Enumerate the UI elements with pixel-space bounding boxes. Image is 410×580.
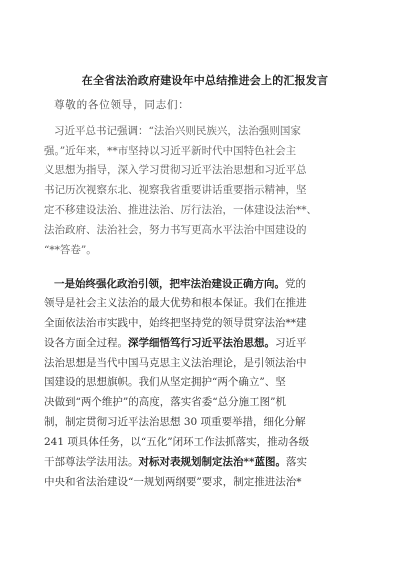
paragraph-2-line-6: 国建设的思想旗帜。我们从坚定拥护“两个确立”、坚 (44, 376, 286, 388)
paragraph-2-line-7: 决做到“两个维护”的高度，落实省委“总分施工图”机 (44, 396, 286, 408)
paragraph-2-line-4-pre: 设各方面全过程。 (44, 337, 128, 349)
paragraph-2-line-5: 法治思想是当代中国马克思主义法治理论，是引领法治中 (44, 357, 307, 369)
paragraph-2-line-3: 全面依法治市实践中，始终把坚持党的领导贯穿法治**建 (44, 317, 307, 329)
salutation: 尊敬的各位领导，同志们： (54, 99, 190, 111)
paragraph-2-line-2: 领导是社会主义法治的最大优势和根本保证。我们在推进 (44, 297, 307, 309)
heading-political-leadership: 一是始终强化政治引领，把牢法治建设正确方向。 (54, 278, 285, 290)
paragraph-1-line-4: 书记历次视察东北、视察我省重要讲话重要指示精神，坚 (44, 184, 307, 196)
paragraph-2-line-10 (44, 456, 307, 468)
heading-blueprint: 对标对表规划制定法治**蓝图。 (138, 456, 286, 468)
paragraph-2-line-9: 241 项具体任务，以“五化”闭环工作法抓落实，推动各级 (44, 436, 310, 448)
paragraph-1-line-6: 法治政府、法治社会，努力书写更高水平法治中国建设的 (44, 224, 307, 236)
document-title: 在全省法治政府建设年中总结推进会上的汇报发言 (81, 74, 329, 87)
paragraph-1-line-5: 定不移建设法治、推进法治、厉行法治，一体建设法治**、 (44, 204, 317, 216)
paragraph-1-line-2: 强。”近年来，**市坚持以习近平新时代中国特色社会主 (44, 145, 297, 157)
paragraph-2-line-8: 制，制定贯彻习近平法治思想 30 项重要举措，细化分解 (44, 416, 306, 428)
heading-study-thought: 深学细悟笃行习近平法治思想。 (128, 337, 275, 349)
paragraph-2-line-1 (54, 278, 306, 290)
paragraph-1-line-3: 义思想为指导，深入学习贯彻习近平法治思想和习近平总 (44, 164, 307, 176)
paragraph-1-line-7: “**答卷”。 (44, 244, 97, 256)
paragraph-2-line-4 (44, 337, 307, 349)
paragraph-2-line-1-rest: 党的 (285, 278, 306, 290)
paragraph-2-line-10-post: 落实 (285, 456, 307, 468)
paragraph-2-line-4-post: 习近平 (275, 337, 307, 349)
paragraph-1-line-1: 习近平总书记强调：“法治兴则民族兴，法治强则国家 (54, 125, 301, 137)
paragraph-2-line-11: 中央和省法治建设“一规划两纲要”要求，制定推进法治* (44, 476, 302, 488)
paragraph-2-line-10-pre: 干部尊法学法用法。 (44, 456, 139, 468)
